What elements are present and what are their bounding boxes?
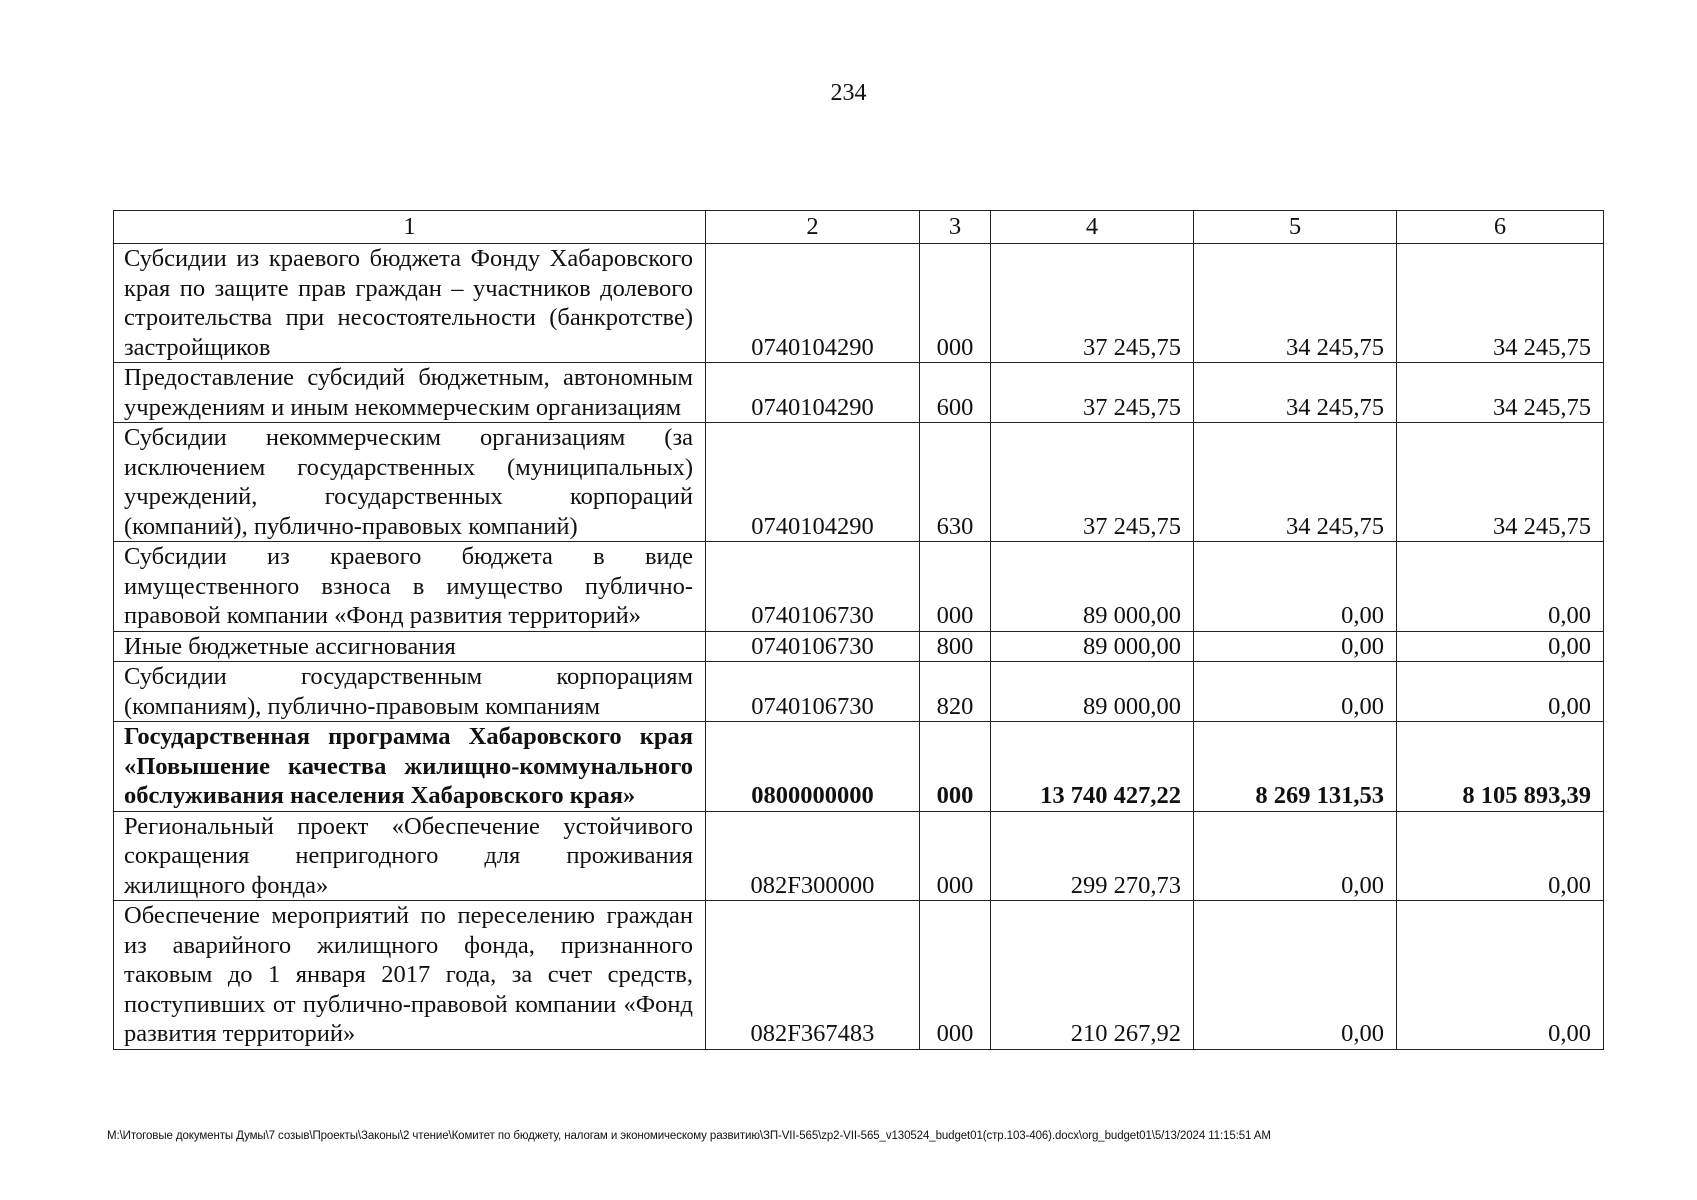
table-row	[114, 662, 1604, 722]
row-name: Государственная программа Хабаровского края «Повышение качества жилищно-коммунального обслуживания населения Хабаровского края»	[114, 722, 706, 812]
row-value-5: 34 245,75	[1194, 423, 1397, 542]
row-value-6: 34 245,75	[1397, 244, 1604, 363]
row-type: 820	[920, 662, 991, 722]
row-value-4: 89 000,00	[991, 631, 1194, 662]
row-code: 0740104290	[706, 363, 920, 423]
row-value-6: 0,00	[1397, 662, 1604, 722]
row-name: Иные бюджетные ассигнования	[114, 631, 706, 662]
table-row	[114, 631, 1604, 662]
column-header: 5	[1194, 211, 1397, 244]
row-value-4: 89 000,00	[991, 662, 1194, 722]
row-code: 0800000000	[706, 722, 920, 812]
row-value-4: 13 740 427,22	[991, 722, 1194, 812]
column-header: 4	[991, 211, 1194, 244]
row-type: 600	[920, 363, 991, 423]
row-type: 000	[920, 542, 991, 632]
page-number: 234	[830, 80, 867, 106]
row-type: 000	[920, 811, 991, 901]
table-row	[114, 811, 1604, 901]
column-header: 2	[706, 211, 920, 244]
row-code: 0740104290	[706, 423, 920, 542]
row-name: Субсидии из краевого бюджета в виде имущественного взноса в имущество публично-правовой компании «Фонд развития территорий»	[114, 542, 706, 632]
footer-file-path: M:\Итоговые документы Думы\7 созыв\Проекты\Законы\2 чтение\Комитет по бюджету, налогам и экономическому развитию\ЗП-VII-565\zp2-VII-565_v130524_budget01(стр.103-406).docx\org_budget01\5/13/2024 11:15:51 AM	[107, 1130, 1271, 1142]
table-row	[114, 901, 1604, 1050]
row-code: 0740106730	[706, 631, 920, 662]
row-value-5: 34 245,75	[1194, 244, 1397, 363]
row-type: 000	[920, 244, 991, 363]
row-value-6: 0,00	[1397, 542, 1604, 632]
row-name: Субсидии некоммерческим организациям (за исключением государственных (муниципальных) учреждений, государственных корпораций (компаний), публично-правовых компаний)	[114, 423, 706, 542]
row-type: 000	[920, 901, 991, 1050]
row-name: Обеспечение мероприятий по переселению граждан из аварийного жилищного фонда, признанного таковым до 1 января 2017 года, за счет средств, поступивших от публично-правовой компании «Фонд развития территорий»	[114, 901, 706, 1050]
row-name: Региональный проект «Обеспечение устойчивого сокращения непригодного для проживания жилищного фонда»	[114, 811, 706, 901]
column-header: 6	[1397, 211, 1604, 244]
row-value-5: 34 245,75	[1194, 363, 1397, 423]
row-name: Предоставление субсидий бюджетным, автономным учреждениям и иным некоммерческим организациям	[114, 363, 706, 423]
row-value-6: 0,00	[1397, 811, 1604, 901]
row-value-4: 37 245,75	[991, 363, 1194, 423]
row-type: 000	[920, 722, 991, 812]
row-value-4: 299 270,73	[991, 811, 1194, 901]
row-value-6: 8 105 893,39	[1397, 722, 1604, 812]
row-value-5: 0,00	[1194, 901, 1397, 1050]
row-code: 0740106730	[706, 542, 920, 632]
row-value-6: 34 245,75	[1397, 423, 1604, 542]
column-header: 1	[114, 211, 706, 244]
row-name: Субсидии из краевого бюджета Фонду Хабаровского края по защите прав граждан – участников долевого строительства при несостоятельности (банкротстве) застройщиков	[114, 244, 706, 363]
row-code: 0740106730	[706, 662, 920, 722]
row-value-5: 8 269 131,53	[1194, 722, 1397, 812]
row-value-5: 0,00	[1194, 542, 1397, 632]
row-value-6: 0,00	[1397, 631, 1604, 662]
column-header: 3	[920, 211, 991, 244]
row-code: 082F300000	[706, 811, 920, 901]
budget-table	[113, 210, 1604, 1050]
table-row-program	[114, 722, 1604, 812]
row-value-4: 37 245,75	[991, 244, 1194, 363]
row-value-4: 210 267,92	[991, 901, 1194, 1050]
row-value-4: 89 000,00	[991, 542, 1194, 632]
table-row	[114, 542, 1604, 632]
row-value-4: 37 245,75	[991, 423, 1194, 542]
row-type: 630	[920, 423, 991, 542]
row-code: 0740104290	[706, 244, 920, 363]
row-value-6: 34 245,75	[1397, 363, 1604, 423]
row-code: 082F367483	[706, 901, 920, 1050]
table-row	[114, 363, 1604, 423]
row-value-5: 0,00	[1194, 662, 1397, 722]
row-name: Субсидии государственным корпорациям (компаниям), публично-правовым компаниям	[114, 662, 706, 722]
row-value-5: 0,00	[1194, 811, 1397, 901]
row-value-5: 0,00	[1194, 631, 1397, 662]
table-row	[114, 423, 1604, 542]
row-type: 800	[920, 631, 991, 662]
row-value-6: 0,00	[1397, 901, 1604, 1050]
table-header-row	[114, 211, 1604, 244]
table-row	[114, 244, 1604, 363]
